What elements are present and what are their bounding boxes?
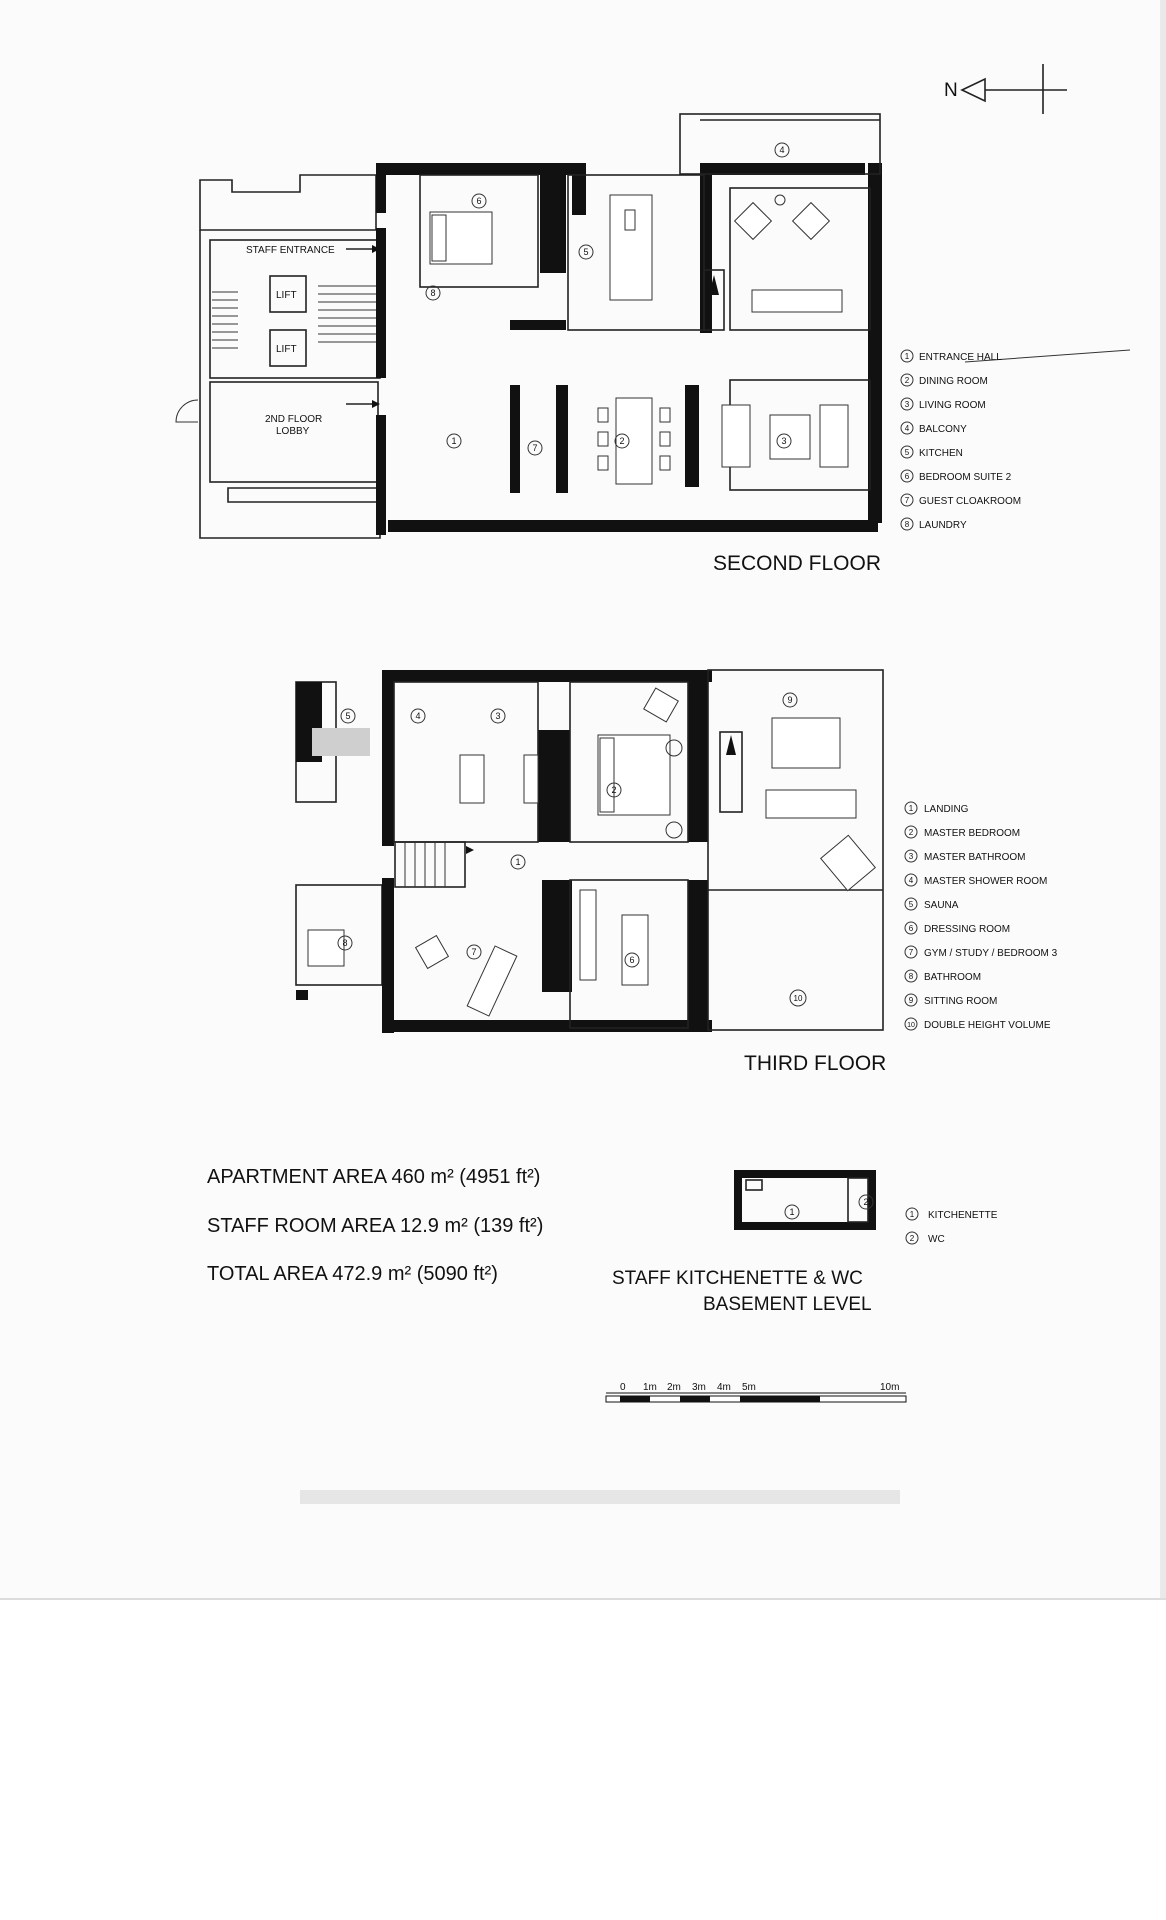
sauna-bench [312,728,370,756]
basement-legend [906,1208,998,1245]
svg-text:10: 10 [793,994,803,1003]
legend-master-bedroom: MASTER BEDROOM [924,828,1021,839]
legend-wc: WC [928,1234,945,1245]
legend-dining-room: DINING ROOM [919,376,988,387]
legend-master-shower-room: MASTER SHOWER ROOM [924,876,1048,887]
svg-text:0: 0 [620,1382,626,1393]
third-floor-title: THIRD FLOOR [744,1052,887,1075]
lift-label-b: LIFT [276,344,297,355]
svg-text:2: 2 [611,785,617,795]
legend-dressing-room: DRESSING ROOM [924,924,1011,935]
legend-laundry: LAUNDRY [919,520,967,531]
svg-text:2: 2 [909,1234,915,1243]
bleed-through-strip [300,1490,900,1504]
svg-text:5: 5 [904,448,910,457]
svg-text:1: 1 [515,857,521,867]
north-label: N [944,80,958,101]
svg-text:10m: 10m [880,1382,900,1393]
svg-text:4: 4 [779,145,785,155]
svg-text:4: 4 [908,876,914,885]
lobby-label-line1: 2ND FLOOR [265,414,323,425]
second-floor-legend [901,350,1021,531]
basement-title-line1: STAFF KITCHENETTE & WC [612,1268,863,1289]
staff-room-area-text: STAFF ROOM AREA 12.9 m² (139 ft²) [207,1215,544,1237]
legend-kitchenette: KITCHENETTE [928,1210,998,1221]
svg-text:5: 5 [908,900,914,909]
legend-living-room: LIVING ROOM [919,400,986,411]
basement-title-line2: BASEMENT LEVEL [703,1294,872,1315]
svg-text:5: 5 [583,247,589,257]
svg-text:7: 7 [532,443,538,453]
svg-text:6: 6 [904,472,910,481]
svg-text:5m: 5m [742,1382,756,1393]
lift-label-a: LIFT [276,290,297,301]
svg-text:2: 2 [863,1197,869,1207]
basement-plan [612,1170,876,1315]
svg-text:4m: 4m [717,1382,731,1393]
svg-text:2: 2 [619,436,625,446]
legend-double-height-volume: DOUBLE HEIGHT VOLUME [924,1020,1051,1031]
svg-text:6: 6 [476,196,482,206]
svg-text:7: 7 [471,947,477,957]
svg-text:2: 2 [908,828,914,837]
svg-text:9: 9 [908,996,914,1005]
svg-text:8: 8 [908,972,914,981]
area-summary [207,1166,543,1285]
svg-text:1: 1 [904,352,910,361]
legend-bathroom: BATHROOM [924,972,982,983]
svg-text:7: 7 [904,496,910,505]
svg-text:5: 5 [345,711,351,721]
staff-entrance-label: STAFF ENTRANCE [246,245,335,256]
svg-text:6: 6 [629,955,635,965]
svg-text:3: 3 [904,400,910,409]
svg-text:4: 4 [904,424,910,433]
legend-landing: LANDING [924,804,969,815]
svg-text:10: 10 [907,1022,915,1029]
svg-text:2m: 2m [667,1382,681,1393]
legend-balcony: BALCONY [919,424,967,435]
second-floor-title: SECOND FLOOR [713,552,882,575]
svg-text:8: 8 [430,288,436,298]
svg-text:8: 8 [904,520,910,529]
svg-text:9: 9 [787,695,793,705]
legend-kitchen: KITCHEN [919,448,963,459]
legend-entrance-hall: ENTRANCE HALL [919,352,1002,363]
svg-text:3: 3 [908,852,914,861]
lobby-label-line2: LOBBY [276,426,310,437]
third-floor-plan [296,670,886,1075]
third-floor-legend [905,802,1058,1031]
svg-text:3m: 3m [692,1382,706,1393]
svg-text:1m: 1m [643,1382,657,1393]
scale-bar [606,1382,906,1402]
svg-text:2: 2 [904,376,910,385]
svg-text:1: 1 [789,1207,795,1217]
svg-text:1: 1 [908,804,914,813]
svg-text:3: 3 [495,711,501,721]
legend-bedroom-suite-2: BEDROOM SUITE 2 [919,472,1012,483]
svg-text:3: 3 [781,436,787,446]
apartment-area-text: APARTMENT AREA 460 m² (4951 ft²) [207,1166,541,1188]
north-arrow [944,64,1067,114]
svg-text:4: 4 [415,711,421,721]
legend-sitting-room: SITTING ROOM [924,996,998,1007]
svg-text:1: 1 [909,1210,915,1219]
legend-gym-study-bedroom-3: GYM / STUDY / BEDROOM 3 [924,948,1058,959]
legend-master-bathroom: MASTER BATHROOM [924,852,1026,863]
svg-text:8: 8 [342,938,348,948]
legend-guest-cloakroom: GUEST CLOAKROOM [919,496,1022,507]
legend-sauna: SAUNA [924,900,959,911]
svg-text:1: 1 [451,436,457,446]
svg-text:6: 6 [908,924,914,933]
total-area-text: TOTAL AREA 472.9 m² (5090 ft²) [207,1263,498,1285]
svg-text:7: 7 [908,948,914,957]
